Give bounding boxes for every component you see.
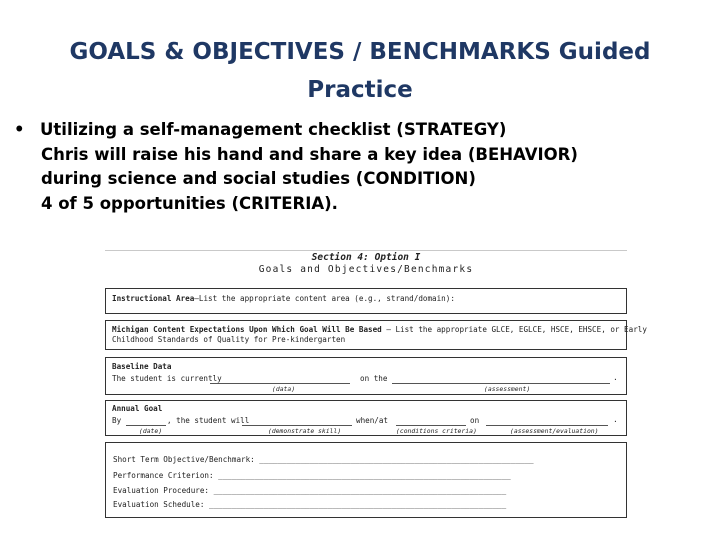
baseline-period: .	[613, 373, 618, 382]
annual-goal-hint-assessment: (assessment/evaluation)	[510, 427, 599, 435]
annual-goal-hint-condition: (conditions criteria)	[396, 427, 477, 435]
annual-goal-condition-blank	[396, 425, 466, 426]
bullet-line-4: 4 of 5 opportunities (CRITERIA).	[41, 193, 338, 213]
baseline-on-the: on the	[360, 374, 388, 383]
bullet-line-1: Utilizing a self-management checklist (STRATEGY)	[40, 120, 507, 139]
short-term-objective-row: Short Term Objective/Benchmark: ____________________________________________________________	[113, 455, 534, 464]
baseline-data-text: The student is currently	[112, 374, 222, 383]
annual-goal-text: , the student will	[167, 416, 250, 425]
instructional-area-text: —List the appropriate content area (e.g., strand/domain):	[194, 294, 455, 303]
slide-title-line-2: Practice	[307, 77, 413, 103]
form-section-title: Section 4: Option I	[311, 252, 421, 263]
annual-goal-box	[105, 400, 627, 436]
form-section-subtitle: Goals and Objectives/Benchmarks	[258, 264, 474, 275]
content-expectations-text: – List the appropriate GLCE, EGLCE, HSCE, EHSCE, or Early	[381, 325, 647, 334]
annual-goal-by: By	[112, 416, 122, 425]
annual-goal-hint-skill: (demonstrate skill)	[268, 427, 342, 435]
performance-criterion-row: Performance Criterion: ________________________________________________________________	[113, 471, 511, 480]
instructional-area-label: Instructional Area	[112, 294, 195, 303]
annual-goal-when-at: when/at	[356, 416, 389, 425]
objectives-box	[105, 442, 627, 518]
slide-title-line-1: GOALS & OBJECTIVES / BENCHMARKS Guided	[69, 39, 651, 65]
evaluation-procedure-row: Evaluation Procedure: ________________________________________________________________	[113, 486, 507, 495]
annual-goal-assessment-blank	[486, 425, 608, 426]
annual-goal-label: Annual Goal	[112, 404, 163, 413]
baseline-data-box	[105, 357, 627, 395]
bullet-point	[14, 118, 578, 216]
annual-goal-hint-date: (date)	[139, 427, 163, 435]
instructional-area-box	[105, 288, 627, 314]
annual-goal-on: on	[470, 416, 480, 425]
content-expectations-box	[105, 320, 647, 350]
evaluation-schedule-row: Evaluation Schedule: _________________________________________________________________	[113, 500, 507, 509]
baseline-hint-assessment: (assessment)	[484, 385, 531, 393]
baseline-assessment-blank	[392, 383, 610, 384]
bullet-icon: •	[14, 120, 25, 139]
annual-goal-period: .	[613, 415, 618, 424]
iep-form-image	[105, 250, 647, 518]
bullet-line-2: Chris will raise his hand and share a key idea (BEHAVIOR)	[41, 144, 578, 164]
content-expectations-line-2: Childhood Standards of Quality for Pre-kindergarten	[112, 335, 346, 344]
baseline-hint-data: (data)	[272, 385, 296, 393]
content-expectations-label: Michigan Content Expectations Upon Which Goal Will Be Based	[112, 325, 382, 334]
slide-title	[0, 33, 720, 109]
form-top-divider	[105, 250, 627, 251]
annual-goal-skill-blank	[242, 425, 352, 426]
baseline-data-label: Baseline Data	[112, 362, 172, 371]
annual-goal-date-blank	[126, 425, 166, 426]
bullet-line-3: during science and social studies (CONDITION)	[41, 169, 476, 188]
baseline-data-blank	[210, 383, 350, 384]
